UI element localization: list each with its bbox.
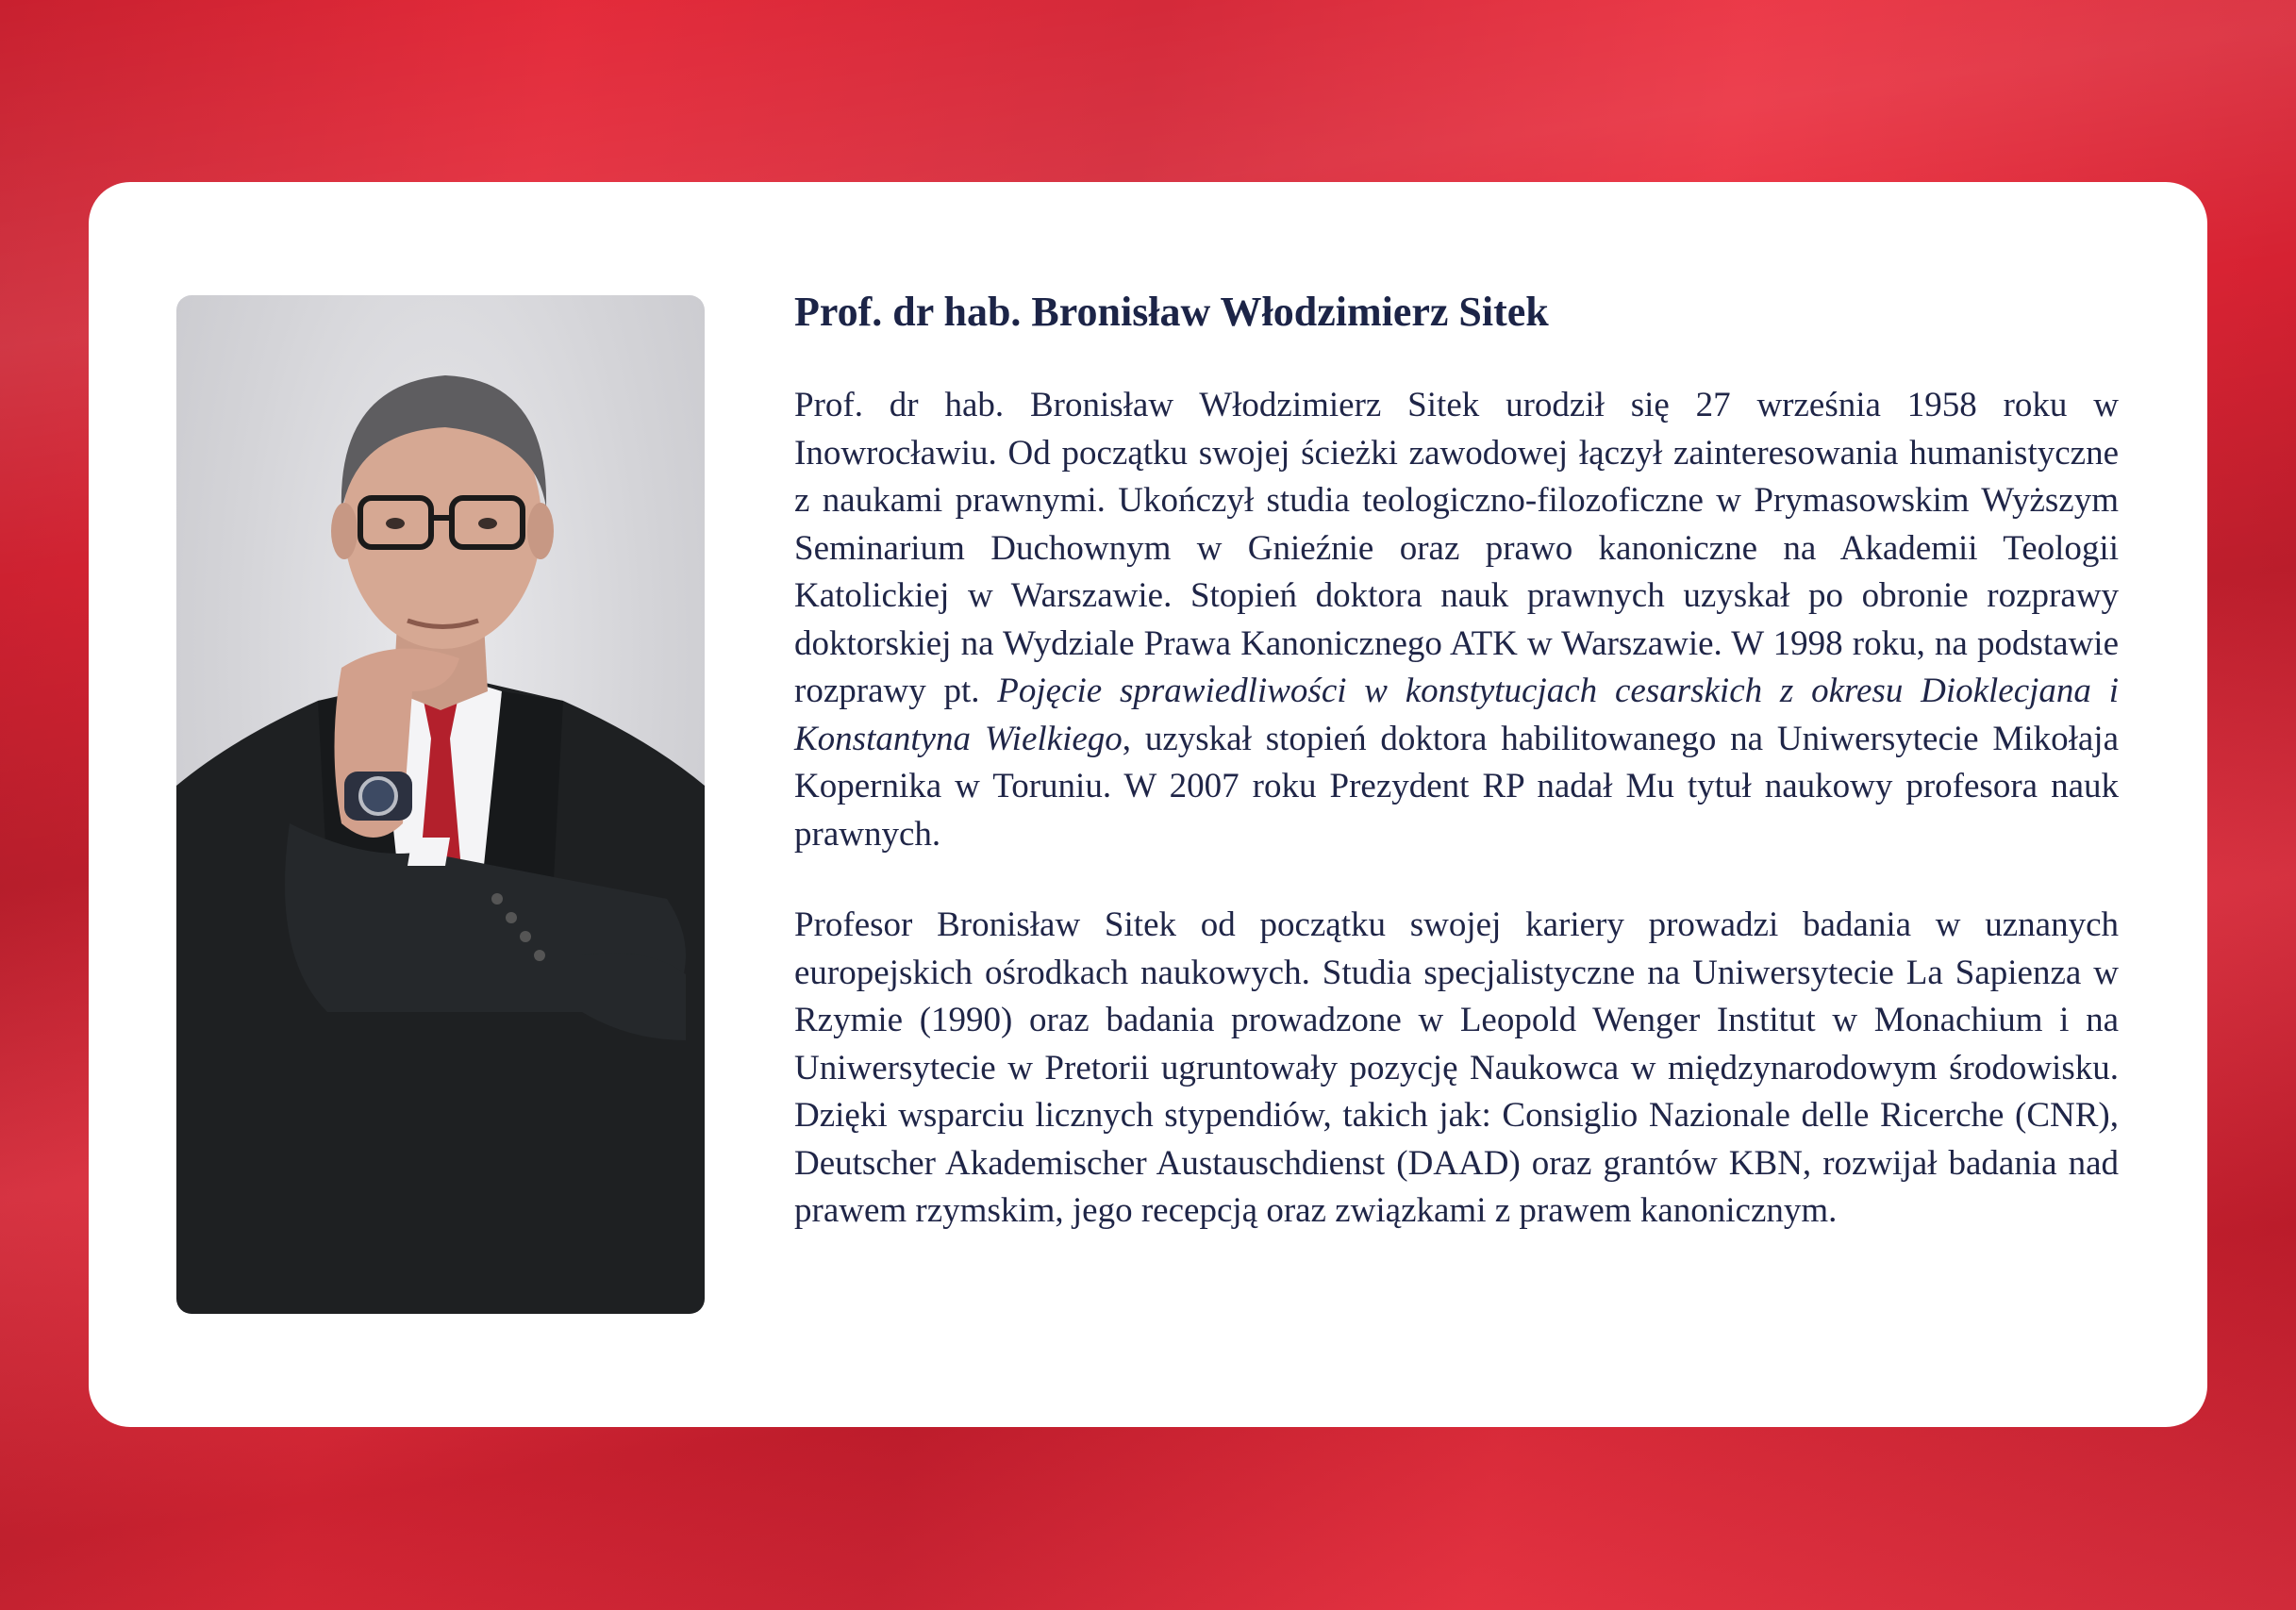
portrait-photo bbox=[176, 295, 705, 1314]
bio-paragraph-1-text-b: , uzyskał stopień doktora habilitowanego na Uniwersytecie Mikołaja Kopernika w Toruniu. W 2007 roku Prezydent RP nadał Mu tytuł naukowy profesora nauk prawnych. bbox=[794, 719, 2120, 854]
bio-paragraph-2: Profesor Bronisław Sitek od początku swojej kariery prowadzi badania w uznanych europejskich ośrodkach naukowych. Studia specjalistyczne na Uniwersytecie La Sapienza w Rzymie (1990) oraz badania prowadzone w Leopold Wenger Institut w Monachium i na Uniwersytecie w Pretorii ugruntowały pozycję Naukowca w międzynarodowym środowisku. Dzięki wsparciu licznych stypendiów, takich jak: Consiglio Nazionale delle Ricerche (CNR), Deutscher Akademischer Austauschdienst (DAAD) oraz grantów KBN, rozwijał badania nad prawem rzymskim, jego recepcją oraz związkami z prawem kanonicznym. bbox=[794, 905, 2119, 1230]
portrait-illustration bbox=[176, 295, 705, 1314]
bio-card bbox=[89, 182, 2207, 1427]
bio-paragraph-1-text-a: Prof. dr hab. Bronisław Włodzimierz Sitek urodził się 27 września 1958 roku w Inowrocławiu. Od początku swojej ścieżki zawodowej łączył zainteresowania humanistyczne z naukami prawnymi. Ukończył studia teologiczno-filozoficzne w Prymasowskim Wyższym Seminarium Duchownym w Gnieźnie oraz prawo kanoniczne na Akademii Teologii Katolickiej w Warszawie. Stopień doktora nauk prawnych uzyskał po obronie rozprawy doktorskiej na Wydziale Prawa Kanonicznego ATK w Warszawie. W 1998 roku, na podstawie rozprawy pt. bbox=[794, 386, 2119, 710]
bio-paragraph-1 bbox=[794, 382, 2119, 858]
bio-content bbox=[794, 286, 2119, 1279]
page-title: Prof. dr hab. Bronisław Włodzimierz Sitek bbox=[794, 289, 1549, 335]
dissertation-title: Pojęcie sprawiedliwości w konstytucjach cesarskich z okresu Dioklecjana i Konstantyna Wielkiego bbox=[794, 672, 2119, 758]
